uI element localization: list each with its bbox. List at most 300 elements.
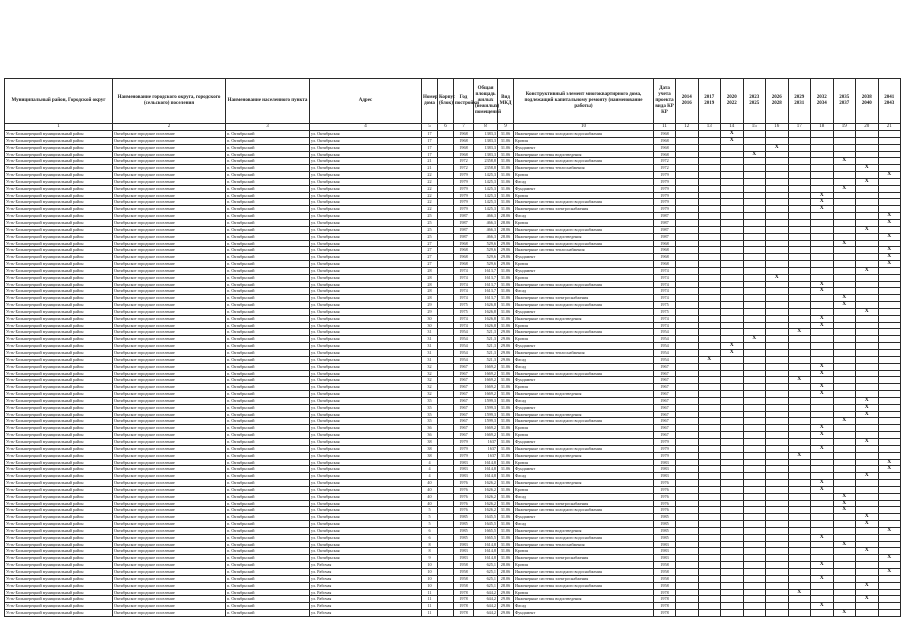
record-date-cell: 1958 bbox=[654, 575, 676, 582]
work-element-cell: Инженерные системы водоотведения bbox=[514, 480, 654, 487]
table-row bbox=[5, 466, 901, 473]
period-mark-cell bbox=[788, 158, 811, 165]
period-mark-cell bbox=[788, 247, 811, 254]
period-mark-cell bbox=[766, 486, 789, 493]
build-year-cell: 1954 bbox=[454, 343, 474, 350]
table-row bbox=[5, 589, 901, 596]
period-mark-cell bbox=[878, 322, 901, 329]
district-cell: Усть-Большерецкий муниципальный район bbox=[5, 521, 113, 528]
record-date-cell: 1983 bbox=[654, 466, 676, 473]
build-year-cell: 1976 bbox=[454, 480, 474, 487]
building-block-cell bbox=[438, 226, 454, 233]
record-date-cell: 1979 bbox=[654, 452, 676, 459]
period-mark-cell bbox=[766, 603, 789, 610]
period-mark-cell bbox=[698, 548, 721, 555]
mkd-type-cell: 29.06 bbox=[498, 247, 514, 254]
area-cell: 644,2 bbox=[474, 596, 498, 603]
table-row bbox=[5, 391, 901, 398]
period-mark-cell bbox=[878, 274, 901, 281]
work-element-cell: Фундамент bbox=[514, 185, 654, 192]
building-block-cell bbox=[438, 411, 454, 418]
mkd-type-cell: 31.06 bbox=[498, 151, 514, 158]
period-mark-cell: X bbox=[856, 548, 879, 555]
period-mark-cell bbox=[743, 432, 766, 439]
house-number-cell: 17 bbox=[422, 151, 438, 158]
house-number-cell: 10 bbox=[422, 569, 438, 576]
table-row bbox=[5, 206, 901, 213]
period-mark-cell bbox=[833, 322, 856, 329]
period-mark-cell bbox=[811, 336, 834, 343]
record-date-cell: 1987 bbox=[654, 233, 676, 240]
period-mark-cell bbox=[721, 308, 744, 315]
building-block-cell bbox=[438, 562, 454, 569]
period-mark-cell bbox=[766, 302, 789, 309]
period-mark-cell: X bbox=[811, 363, 834, 370]
period-mark-cell bbox=[788, 172, 811, 179]
build-year-cell: 1967 bbox=[454, 425, 474, 432]
period-mark-cell: X bbox=[721, 350, 744, 357]
period-mark-cell bbox=[856, 452, 879, 459]
settlement-cell: Октябрьское городское поселение bbox=[113, 445, 226, 452]
period-mark-cell: X bbox=[856, 178, 879, 185]
locality-cell: п. Октябрьский bbox=[226, 315, 310, 322]
column-number: 15 bbox=[743, 124, 766, 131]
period-mark-cell: X bbox=[811, 192, 834, 199]
district-cell: Усть-Большерецкий муниципальный район bbox=[5, 610, 113, 617]
record-date-cell: 1958 bbox=[654, 582, 676, 589]
period-mark-cell bbox=[676, 151, 699, 158]
period-mark-cell bbox=[766, 185, 789, 192]
period-mark-cell bbox=[676, 521, 699, 528]
period-mark-cell bbox=[878, 411, 901, 418]
period-mark-cell bbox=[743, 288, 766, 295]
settlement-cell: Октябрьское городское поселение bbox=[113, 165, 226, 172]
area-cell: 1669,2 bbox=[474, 432, 498, 439]
period-mark-cell: X bbox=[811, 425, 834, 432]
period-mark-cell: X bbox=[856, 404, 879, 411]
record-date-cell: 1972 bbox=[654, 158, 676, 165]
record-date-cell: 1954 bbox=[654, 350, 676, 357]
settlement-cell: Октябрьское городское поселение bbox=[113, 172, 226, 179]
period-mark-cell bbox=[676, 350, 699, 357]
period-mark-cell bbox=[698, 295, 721, 302]
period-mark-cell bbox=[833, 281, 856, 288]
period-mark-cell bbox=[743, 240, 766, 247]
period-mark-cell bbox=[721, 527, 744, 534]
period-mark-cell bbox=[721, 596, 744, 603]
mkd-type-cell: 31.06 bbox=[498, 178, 514, 185]
column-header: Наименование населенного пункта bbox=[226, 79, 310, 124]
column-number: 21 bbox=[878, 124, 901, 131]
period-mark-cell bbox=[721, 302, 744, 309]
period-mark-cell bbox=[721, 240, 744, 247]
record-date-cell: 1954 bbox=[654, 329, 676, 336]
period-mark-cell bbox=[743, 521, 766, 528]
locality-cell: п. Октябрьский bbox=[226, 438, 310, 445]
settlement-cell: Октябрьское городское поселение bbox=[113, 466, 226, 473]
period-mark-cell bbox=[811, 131, 834, 138]
area-cell: 1425,3 bbox=[474, 192, 498, 199]
period-mark-cell bbox=[788, 432, 811, 439]
mkd-type-cell: 31.06 bbox=[498, 137, 514, 144]
house-number-cell: 5 bbox=[422, 521, 438, 528]
work-element-cell: Кровля bbox=[514, 425, 654, 432]
period-mark-cell bbox=[698, 541, 721, 548]
period-mark-cell bbox=[766, 562, 789, 569]
record-date-cell: 1979 bbox=[654, 199, 676, 206]
period-mark-cell bbox=[743, 172, 766, 179]
area-cell: 1637 bbox=[474, 445, 498, 452]
period-mark-cell bbox=[698, 507, 721, 514]
house-number-cell: 38 bbox=[422, 452, 438, 459]
district-cell: Усть-Большерецкий муниципальный район bbox=[5, 548, 113, 555]
house-number-cell: 40 bbox=[422, 493, 438, 500]
build-year-cell: 1985 bbox=[454, 514, 474, 521]
period-mark-cell bbox=[721, 534, 744, 541]
street-cell: ул. Октябрьская bbox=[310, 425, 422, 432]
period-mark-cell bbox=[878, 575, 901, 582]
district-cell: Усть-Большерецкий муниципальный район bbox=[5, 411, 113, 418]
street-cell: ул. Октябрьская bbox=[310, 158, 422, 165]
locality-cell: п. Октябрьский bbox=[226, 377, 310, 384]
period-mark-cell bbox=[788, 500, 811, 507]
column-header: 2032 2034 bbox=[811, 79, 834, 124]
period-mark-cell: X bbox=[811, 575, 834, 582]
period-mark-cell bbox=[833, 206, 856, 213]
period-mark-cell: X bbox=[878, 219, 901, 226]
house-number-cell: 27 bbox=[422, 261, 438, 268]
period-mark-cell: X bbox=[811, 206, 834, 213]
mkd-type-cell: 31.06 bbox=[498, 165, 514, 172]
period-mark-cell bbox=[676, 281, 699, 288]
record-date-cell: 1967 bbox=[654, 418, 676, 425]
area-cell: 644,2 bbox=[474, 589, 498, 596]
mkd-type-cell: 28.06 bbox=[498, 575, 514, 582]
street-cell: ул. Октябрьская bbox=[310, 432, 422, 439]
area-cell: 466,3 bbox=[474, 219, 498, 226]
table-row bbox=[5, 151, 901, 158]
area-cell: 1613,7 bbox=[474, 288, 498, 295]
district-cell: Усть-Большерецкий муниципальный район bbox=[5, 391, 113, 398]
table-row bbox=[5, 521, 901, 528]
settlement-cell: Октябрьское городское поселение bbox=[113, 233, 226, 240]
column-header: 2026 2028 bbox=[766, 79, 789, 124]
build-year-cell: 1958 bbox=[454, 562, 474, 569]
work-element-cell: Фундамент bbox=[514, 514, 654, 521]
house-number-cell: 31 bbox=[422, 356, 438, 363]
period-mark-cell: X bbox=[856, 165, 879, 172]
period-mark-cell bbox=[698, 589, 721, 596]
area-cell: 521,3 bbox=[474, 336, 498, 343]
district-cell: Усть-Большерецкий муниципальный район bbox=[5, 178, 113, 185]
table-row bbox=[5, 144, 901, 151]
record-date-cell: 1985 bbox=[654, 514, 676, 521]
settlement-cell: Октябрьское городское поселение bbox=[113, 486, 226, 493]
period-mark-cell bbox=[811, 151, 834, 158]
house-number-cell: 5 bbox=[422, 507, 438, 514]
district-cell: Усть-Большерецкий муниципальный район bbox=[5, 569, 113, 576]
street-cell: ул. Октябрьская bbox=[310, 295, 422, 302]
work-element-cell: Фундамент bbox=[514, 466, 654, 473]
period-mark-cell bbox=[676, 548, 699, 555]
work-element-cell: Инженерные системы холодного водоснабжения bbox=[514, 199, 654, 206]
building-block-cell bbox=[438, 240, 454, 247]
building-block-cell bbox=[438, 199, 454, 206]
build-year-cell: 1979 bbox=[454, 452, 474, 459]
build-year-cell: 1978 bbox=[454, 610, 474, 617]
street-cell: ул. Октябрьская bbox=[310, 404, 422, 411]
district-cell: Усть-Большерецкий муниципальный район bbox=[5, 274, 113, 281]
house-number-cell: 35 bbox=[422, 418, 438, 425]
record-date-cell: 1978 bbox=[654, 603, 676, 610]
period-mark-cell: X bbox=[856, 267, 879, 274]
record-date-cell: 1979 bbox=[654, 192, 676, 199]
period-mark-cell bbox=[743, 603, 766, 610]
locality-cell: п. Октябрьский bbox=[226, 288, 310, 295]
building-block-cell bbox=[438, 541, 454, 548]
build-year-cell: 1974 bbox=[454, 322, 474, 329]
locality-cell: п. Октябрьский bbox=[226, 486, 310, 493]
street-cell: ул. Октябрьская bbox=[310, 240, 422, 247]
street-cell: ул. Октябрьская bbox=[310, 486, 422, 493]
build-year-cell: 1976 bbox=[454, 493, 474, 500]
period-mark-cell bbox=[721, 151, 744, 158]
area-cell: 1626,2 bbox=[474, 500, 498, 507]
mkd-type-cell: 31.06 bbox=[498, 397, 514, 404]
mkd-type-cell: 31.06 bbox=[498, 131, 514, 138]
period-mark-cell: X bbox=[878, 555, 901, 562]
period-mark-cell bbox=[788, 336, 811, 343]
building-block-cell bbox=[438, 507, 454, 514]
period-mark-cell bbox=[788, 274, 811, 281]
street-cell: ул. Октябрьская bbox=[310, 391, 422, 398]
period-mark-cell bbox=[698, 418, 721, 425]
period-mark-cell bbox=[721, 432, 744, 439]
building-block-cell bbox=[438, 247, 454, 254]
period-mark-cell bbox=[676, 507, 699, 514]
work-element-cell: Инженерные системы холодного водоснабжения bbox=[514, 158, 654, 165]
house-number-cell: 32 bbox=[422, 377, 438, 384]
period-mark-cell bbox=[676, 555, 699, 562]
period-mark-cell: X bbox=[856, 596, 879, 603]
settlement-cell: Октябрьское городское поселение bbox=[113, 562, 226, 569]
building-block-cell bbox=[438, 582, 454, 589]
period-mark-cell bbox=[788, 473, 811, 480]
locality-cell: п. Октябрьский bbox=[226, 575, 310, 582]
build-year-cell: 1974 bbox=[454, 281, 474, 288]
table-row bbox=[5, 459, 901, 466]
settlement-cell: Октябрьское городское поселение bbox=[113, 151, 226, 158]
work-element-cell: Инженерные системы холодного водоснабжения bbox=[514, 329, 654, 336]
mkd-type-cell: 31.06 bbox=[498, 274, 514, 281]
record-date-cell: 1967 bbox=[654, 404, 676, 411]
record-date-cell: 1974 bbox=[654, 281, 676, 288]
record-date-cell: 1968 bbox=[654, 151, 676, 158]
work-element-cell: Инженерные системы водоотведения bbox=[514, 233, 654, 240]
work-element-cell: Инженерные системы холодного водоснабжения bbox=[514, 534, 654, 541]
table-row bbox=[5, 418, 901, 425]
street-cell: ул. Октябрьская bbox=[310, 356, 422, 363]
period-mark-cell bbox=[766, 610, 789, 617]
period-mark-cell: X bbox=[856, 514, 879, 521]
locality-cell: п. Октябрьский bbox=[226, 219, 310, 226]
period-mark-cell bbox=[788, 555, 811, 562]
locality-cell: п. Октябрьский bbox=[226, 370, 310, 377]
locality-cell: п. Октябрьский bbox=[226, 151, 310, 158]
period-mark-cell bbox=[833, 254, 856, 261]
table-row bbox=[5, 247, 901, 254]
column-header: Корпус (блок) bbox=[438, 79, 454, 124]
table-row bbox=[5, 192, 901, 199]
period-mark-cell bbox=[698, 459, 721, 466]
building-block-cell bbox=[438, 391, 454, 398]
work-element-cell: Фундамент bbox=[514, 308, 654, 315]
period-mark-cell bbox=[766, 569, 789, 576]
period-mark-cell bbox=[878, 151, 901, 158]
district-cell: Усть-Большерецкий муниципальный район bbox=[5, 226, 113, 233]
locality-cell: п. Октябрьский bbox=[226, 569, 310, 576]
record-date-cell: 1958 bbox=[654, 562, 676, 569]
work-element-cell: Кровля bbox=[514, 459, 654, 466]
period-mark-cell bbox=[743, 356, 766, 363]
table-row bbox=[5, 274, 901, 281]
settlement-cell: Октябрьское городское поселение bbox=[113, 521, 226, 528]
table-row bbox=[5, 226, 901, 233]
district-cell: Усть-Большерецкий муниципальный район bbox=[5, 158, 113, 165]
district-cell: Усть-Большерецкий муниципальный район bbox=[5, 562, 113, 569]
settlement-cell: Октябрьское городское поселение bbox=[113, 158, 226, 165]
street-cell: ул. Рабочая bbox=[310, 575, 422, 582]
work-element-cell: Фасад bbox=[514, 213, 654, 220]
period-mark-cell bbox=[788, 425, 811, 432]
period-mark-cell bbox=[856, 329, 879, 336]
period-mark-cell bbox=[811, 267, 834, 274]
period-mark-cell bbox=[856, 562, 879, 569]
period-mark-cell bbox=[743, 493, 766, 500]
record-date-cell: 1976 bbox=[654, 500, 676, 507]
period-mark-cell bbox=[766, 521, 789, 528]
period-mark-cell: X bbox=[833, 493, 856, 500]
area-cell: 1665,5 bbox=[474, 527, 498, 534]
period-mark-cell bbox=[766, 178, 789, 185]
period-mark-cell bbox=[833, 596, 856, 603]
building-block-cell bbox=[438, 575, 454, 582]
period-mark-cell bbox=[788, 418, 811, 425]
period-mark-cell bbox=[676, 240, 699, 247]
period-mark-cell: X bbox=[878, 466, 901, 473]
district-cell: Усть-Большерецкий муниципальный район bbox=[5, 384, 113, 391]
area-cell: 521,3 bbox=[474, 350, 498, 357]
period-mark-cell bbox=[721, 569, 744, 576]
work-element-cell: Инженерные системы водоотведения bbox=[514, 411, 654, 418]
period-mark-cell bbox=[811, 500, 834, 507]
period-mark-cell bbox=[833, 397, 856, 404]
period-mark-cell bbox=[856, 534, 879, 541]
column-number: 8 bbox=[474, 124, 498, 131]
period-mark-cell bbox=[856, 350, 879, 357]
period-mark-cell bbox=[721, 555, 744, 562]
period-mark-cell bbox=[833, 199, 856, 206]
record-date-cell: 1985 bbox=[654, 534, 676, 541]
build-year-cell: 1974 bbox=[454, 274, 474, 281]
period-mark-cell bbox=[698, 233, 721, 240]
settlement-cell: Октябрьское городское поселение bbox=[113, 281, 226, 288]
period-mark-cell bbox=[676, 445, 699, 452]
period-mark-cell bbox=[833, 363, 856, 370]
table-body bbox=[5, 131, 901, 617]
record-date-cell: 1954 bbox=[654, 343, 676, 350]
period-mark-cell: X bbox=[788, 377, 811, 384]
mkd-type-cell: 31.06 bbox=[498, 404, 514, 411]
period-mark-cell bbox=[721, 377, 744, 384]
work-element-cell: Инженерные системы теплоснабжения bbox=[514, 165, 654, 172]
period-mark-cell bbox=[811, 397, 834, 404]
period-mark-cell bbox=[878, 534, 901, 541]
settlement-cell: Октябрьское городское поселение bbox=[113, 377, 226, 384]
build-year-cell: 1967 bbox=[454, 404, 474, 411]
record-date-cell: 1968 bbox=[654, 131, 676, 138]
street-cell: ул. Октябрьская bbox=[310, 192, 422, 199]
mkd-type-cell: 31.06 bbox=[498, 158, 514, 165]
period-mark-cell bbox=[698, 281, 721, 288]
house-number-cell: 17 bbox=[422, 144, 438, 151]
period-mark-cell bbox=[766, 131, 789, 138]
period-mark-cell bbox=[766, 507, 789, 514]
work-element-cell: Кровля bbox=[514, 432, 654, 439]
period-mark-cell bbox=[676, 534, 699, 541]
mkd-type-cell: 31.06 bbox=[498, 363, 514, 370]
period-mark-cell bbox=[698, 384, 721, 391]
period-mark-cell bbox=[676, 582, 699, 589]
period-mark-cell bbox=[811, 254, 834, 261]
period-mark-cell bbox=[788, 219, 811, 226]
mkd-type-cell: 31.06 bbox=[498, 192, 514, 199]
period-mark-cell bbox=[878, 384, 901, 391]
settlement-cell: Октябрьское городское поселение bbox=[113, 480, 226, 487]
street-cell: ул. Октябрьская bbox=[310, 480, 422, 487]
period-mark-cell bbox=[766, 596, 789, 603]
area-cell: 1599,3 bbox=[474, 404, 498, 411]
area-cell: 1637 bbox=[474, 438, 498, 445]
settlement-cell: Октябрьское городское поселение bbox=[113, 185, 226, 192]
period-mark-cell bbox=[788, 308, 811, 315]
street-cell: ул. Октябрьская bbox=[310, 514, 422, 521]
locality-cell: п. Октябрьский bbox=[226, 247, 310, 254]
period-mark-cell bbox=[743, 267, 766, 274]
period-mark-cell bbox=[721, 514, 744, 521]
street-cell: ул. Октябрьская bbox=[310, 219, 422, 226]
settlement-cell: Октябрьское городское поселение bbox=[113, 582, 226, 589]
house-number-cell: 32 bbox=[422, 384, 438, 391]
period-mark-cell: X bbox=[743, 151, 766, 158]
district-cell: Усть-Большерецкий муниципальный район bbox=[5, 480, 113, 487]
street-cell: ул. Октябрьская bbox=[310, 281, 422, 288]
period-mark-cell bbox=[698, 425, 721, 432]
period-mark-cell bbox=[788, 466, 811, 473]
period-mark-cell bbox=[721, 603, 744, 610]
period-mark-cell bbox=[856, 213, 879, 220]
period-mark-cell bbox=[721, 288, 744, 295]
work-element-cell: Фасад bbox=[514, 363, 654, 370]
mkd-type-cell: 31.06 bbox=[498, 466, 514, 473]
settlement-cell: Октябрьское городское поселение bbox=[113, 274, 226, 281]
street-cell: ул. Октябрьская bbox=[310, 493, 422, 500]
period-mark-cell bbox=[721, 589, 744, 596]
work-element-cell: Инженерные системы теплоснабжения bbox=[514, 247, 654, 254]
period-mark-cell bbox=[878, 377, 901, 384]
build-year-cell: 1972 bbox=[454, 158, 474, 165]
street-cell: ул. Рабочая bbox=[310, 596, 422, 603]
